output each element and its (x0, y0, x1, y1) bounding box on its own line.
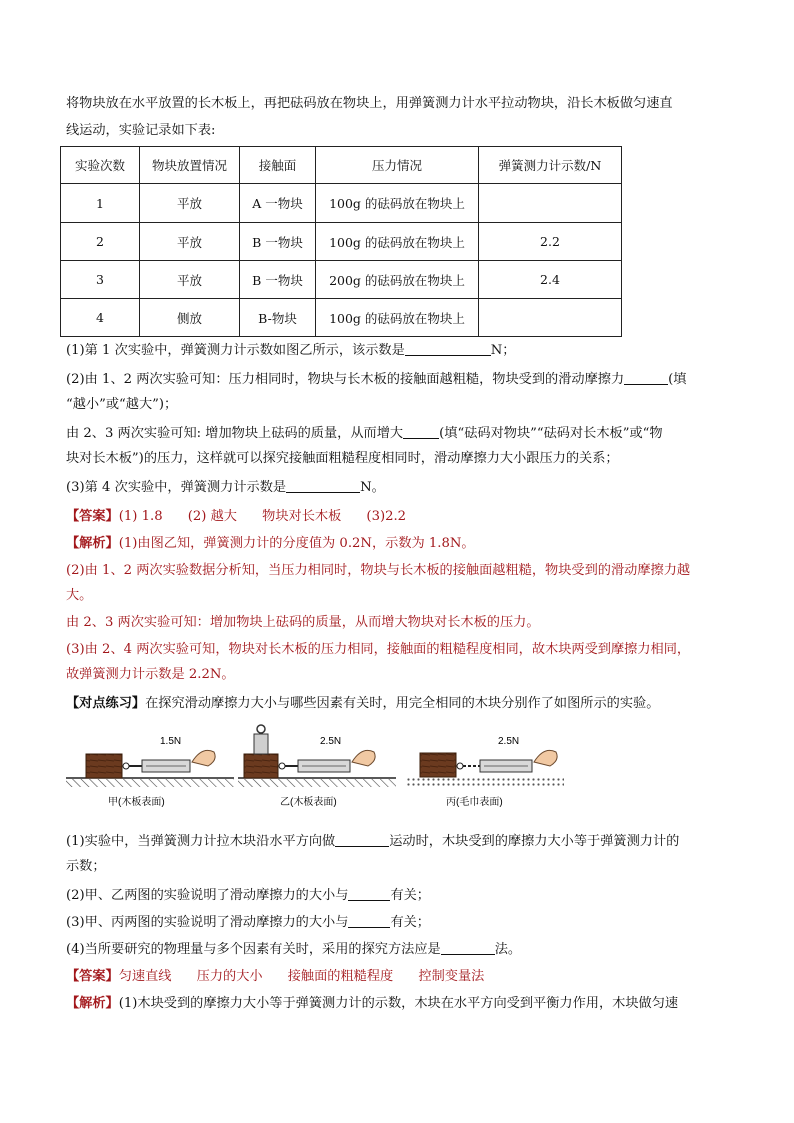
wood-block (86, 754, 122, 778)
panel-jia (66, 736, 234, 808)
question-3 (66, 478, 742, 498)
panel-caption: 丙(毛巾表面) (446, 797, 503, 808)
question-2-line-2: “越小”或“越大”)； (66, 397, 178, 412)
table-row (61, 261, 622, 299)
table-cell: 100g 的砝码放在物块上 (316, 184, 479, 223)
question-2-hint: (填 (668, 372, 687, 387)
practice-question-4-tail: 法。 (494, 942, 522, 957)
answer-blank[interactable] (403, 424, 439, 439)
table-cell: B-物块 (240, 299, 316, 337)
answer-blank[interactable] (624, 370, 668, 385)
practice-question-4-text: (4)当所要研究的物理量与多个因素有关时，采用的探究方法应是 (66, 942, 441, 957)
question-2b-hint: (填“砝码对物块”“砝码对长木板”或“物 (439, 426, 663, 441)
analysis-text: (1)木块受到的摩擦力大小等于弹簧测力计的示数，木块在水平方向受到平衡力作用，木块做匀速 (118, 996, 679, 1011)
force-label: 2.5N (320, 736, 342, 747)
question-3-text: (3)第 4 次实验中，弹簧测力计示数是 (66, 480, 287, 495)
table-cell (479, 184, 622, 223)
table-header: 弹簧测力计示数/N (479, 147, 622, 184)
answer-blank[interactable] (348, 913, 390, 928)
analysis-2 (66, 994, 742, 1014)
practice-question-3-text: (3)甲、丙两图的实验说明了滑动摩擦力的大小与 (66, 915, 349, 930)
table-cell: B 一物块 (240, 261, 316, 299)
force-label: 2.5N (498, 736, 520, 747)
force-label: 1.5N (160, 736, 182, 747)
table-cell: 200g 的砝码放在物块上 (316, 261, 479, 299)
analysis-tag: 【解析】 (66, 536, 119, 551)
hook (457, 763, 463, 769)
table-cell: 2.2 (479, 223, 622, 261)
intro-line-2: 线运动，实验记录如下表: (66, 123, 216, 138)
hand-icon (192, 750, 215, 766)
table-header: 实验次数 (61, 147, 140, 184)
question-2b-text: 由 2、3 两次实验可知: 增加物块上砝码的质量，从而增大 (66, 426, 404, 441)
practice-question-1 (66, 832, 742, 852)
answer-tag: 【答案】 (66, 509, 119, 524)
answer-tag: 【答案】 (66, 969, 119, 984)
practice-text: 在探究滑动摩擦力大小与哪些因素有关时，用完全相同的木块分别作了如图所示的实验。 (145, 696, 660, 711)
practice-question-1-text: (1)实验中，当弹簧测力计拉木块沿水平方向做 (66, 834, 336, 849)
table-row (61, 184, 622, 223)
board-hatch (238, 779, 396, 787)
answer-text: (1) 1.8 (2) 越大 物块对长木板 (3)2.2 (118, 509, 407, 524)
table-cell: 4 (61, 299, 140, 337)
answer-text: 匀速直线 压力的大小 接触面的粗糙程度 控制变量法 (118, 969, 485, 984)
table-cell: 100g 的砝码放在物块上 (316, 223, 479, 261)
table-cell: 100g 的砝码放在物块上 (316, 299, 479, 337)
practice-intro (66, 694, 742, 714)
question-2-line-1 (66, 370, 742, 390)
table-cell: 2.4 (479, 261, 622, 299)
answer-blank[interactable] (286, 478, 360, 493)
analysis-1-line-2: (2)由 1、2 两次实验数据分析知，当压力相同时，物块与长木板的接触面越粗糙，物块受到的滑动摩擦力越 (66, 563, 691, 578)
table-cell: 3 (61, 261, 140, 299)
table-cell: B 一物块 (240, 223, 316, 261)
analysis-1-line-4: 由 2、3 两次实验可知：增加物块上砝码的质量，从而增大物块对长木板的压力。 (66, 615, 540, 630)
answer-blank[interactable] (405, 341, 491, 356)
hook (279, 763, 285, 769)
table-header: 接触面 (240, 147, 316, 184)
wood-block (420, 753, 456, 777)
analysis-1-line-1 (66, 534, 742, 554)
practice-question-3 (66, 913, 742, 933)
practice-question-1-tail: 运动时，木块受到的摩擦力大小等于弹簧测力计的 (389, 834, 680, 849)
table-header-row (61, 147, 622, 184)
towel-surface (406, 777, 564, 787)
table-row (61, 223, 622, 261)
panel-caption: 甲(木板表面) (108, 797, 165, 808)
board-hatch (66, 779, 234, 787)
answer-blank[interactable] (335, 832, 389, 847)
practice-question-2-tail: 有关； (390, 888, 430, 903)
experiment-table (60, 146, 622, 337)
practice-question-4 (66, 940, 742, 960)
answer-blank[interactable] (441, 940, 495, 955)
practice-question-2 (66, 886, 742, 906)
weight (254, 734, 268, 754)
answer-2 (66, 967, 742, 987)
table-cell: 1 (61, 184, 140, 223)
table-cell: 平放 (140, 261, 240, 299)
practice-question-2-text: (2)甲、乙两图的实验说明了滑动摩擦力的大小与 (66, 888, 349, 903)
table-header: 压力情况 (316, 147, 479, 184)
answer-blank[interactable] (348, 886, 390, 901)
table-cell: 平放 (140, 184, 240, 223)
wood-block (244, 754, 278, 778)
practice-question-1-line-2: 示数； (66, 859, 106, 874)
weight-hook (257, 725, 265, 733)
table-cell: 平放 (140, 223, 240, 261)
analysis-1-line-6: 故弹簧测力计示数是 2.2N。 (66, 667, 235, 682)
hook (123, 763, 129, 769)
answer-1 (66, 507, 742, 527)
question-2b-line-2: 块对长木板”)的压力，这样就可以探究接触面粗糙程度相同时，滑动摩擦力大小跟压力的关系； (66, 451, 619, 466)
analysis-1-line-3: 大。 (66, 588, 93, 603)
hand-icon (534, 750, 557, 766)
table-cell (479, 299, 622, 337)
table-cell: 2 (61, 223, 140, 261)
table-cell: 侧放 (140, 299, 240, 337)
analysis-tag: 【解析】 (66, 996, 119, 1011)
intro-line-1: 将物块放在水平放置的长木板上，再把砝码放在物块上，用弹簧测力计水平拉动物块，沿长木板做匀速直 (66, 96, 673, 111)
panel-yi (238, 725, 396, 808)
panel-bing (406, 736, 564, 808)
question-1-text: (1)第 1 次实验中，弹簧测力计示数如图乙所示，该示数是 (66, 343, 405, 358)
friction-experiment-figure (66, 722, 742, 816)
practice-question-3-tail: 有关； (390, 915, 430, 930)
question-2b-line-1 (66, 424, 742, 444)
table-cell: A 一物块 (240, 184, 316, 223)
hand-icon (352, 750, 375, 766)
analysis-text: (1)由图乙知，弹簧测力计的分度值为 0.2N，示数为 1.8N。 (118, 536, 475, 551)
practice-tag: 【对点练习】 (66, 696, 146, 711)
question-1-unit: N； (490, 343, 516, 358)
question-2-text: (2)由 1、2 两次实验可知：压力相同时，物块与长木板的接触面越粗糙，物块受到的滑动摩擦力 (66, 372, 625, 387)
table-row (61, 299, 622, 337)
panel-caption: 乙(木板表面) (280, 797, 337, 808)
question-3-unit: N。 (360, 480, 385, 495)
table-header: 物块放置情况 (140, 147, 240, 184)
question-1 (66, 341, 742, 361)
analysis-1-line-5: (3)由 2、4 两次实验可知，物块对长木板的压力相同，接触面的粗糙程度相同，故木块两受到摩擦力相同， (66, 642, 691, 657)
